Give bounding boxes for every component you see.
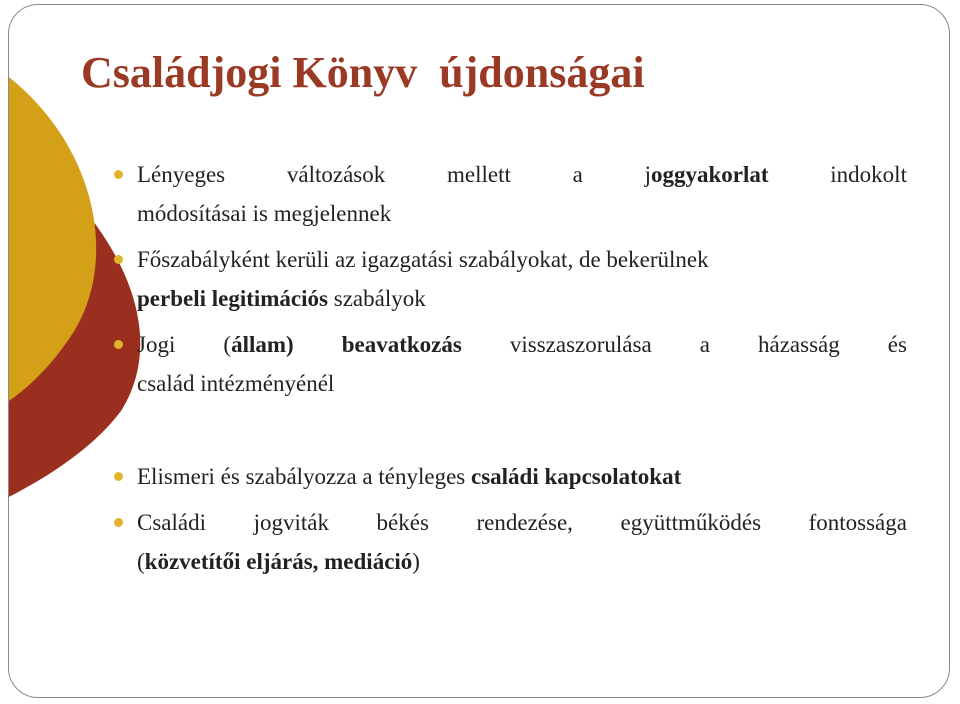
bullet-5-line-1: Családi jogviták békés rendezése, együttműködés fontossága: [137, 510, 907, 535]
bullet-dot: [114, 340, 123, 349]
bullet-item-5: [137, 503, 907, 581]
bullet-dot: [114, 518, 123, 527]
slide: [8, 4, 950, 698]
bullet-2-line-1: Főszabályként kerüli az igazgatási szabályokat, de bekerülnek: [137, 247, 709, 272]
slide-title: Családjogi Könyv újdonságai: [81, 48, 645, 97]
bullet-5-line-2: (közvetítői eljárás, mediáció): [137, 549, 420, 574]
bullet-item-3: [137, 325, 907, 403]
bullet-list: [9, 5, 949, 697]
bullet-item-4: [137, 457, 907, 496]
bullet-item-1: [137, 155, 907, 233]
bullet-4-line-1: Elismeri és szabályozza a tényleges családi kapcsolatokat: [137, 464, 682, 489]
bullet-3-line-1: Jogi (állam) beavatkozás visszaszorulása a házasság és: [137, 332, 907, 357]
bullet-1-line-1: Lényeges változások mellett a joggyakorlat indokolt: [137, 162, 907, 187]
bullet-2-line-2: perbeli legitimációs szabályok: [137, 286, 426, 311]
bullet-dot: [114, 170, 123, 179]
bullet-3-line-2: család intézményénél: [137, 371, 335, 396]
bullet-dot: [114, 255, 123, 264]
bullet-dot: [114, 472, 123, 481]
bullet-item-2: [137, 240, 907, 318]
bullet-1-line-2: módosításai is megjelennek: [137, 201, 392, 226]
